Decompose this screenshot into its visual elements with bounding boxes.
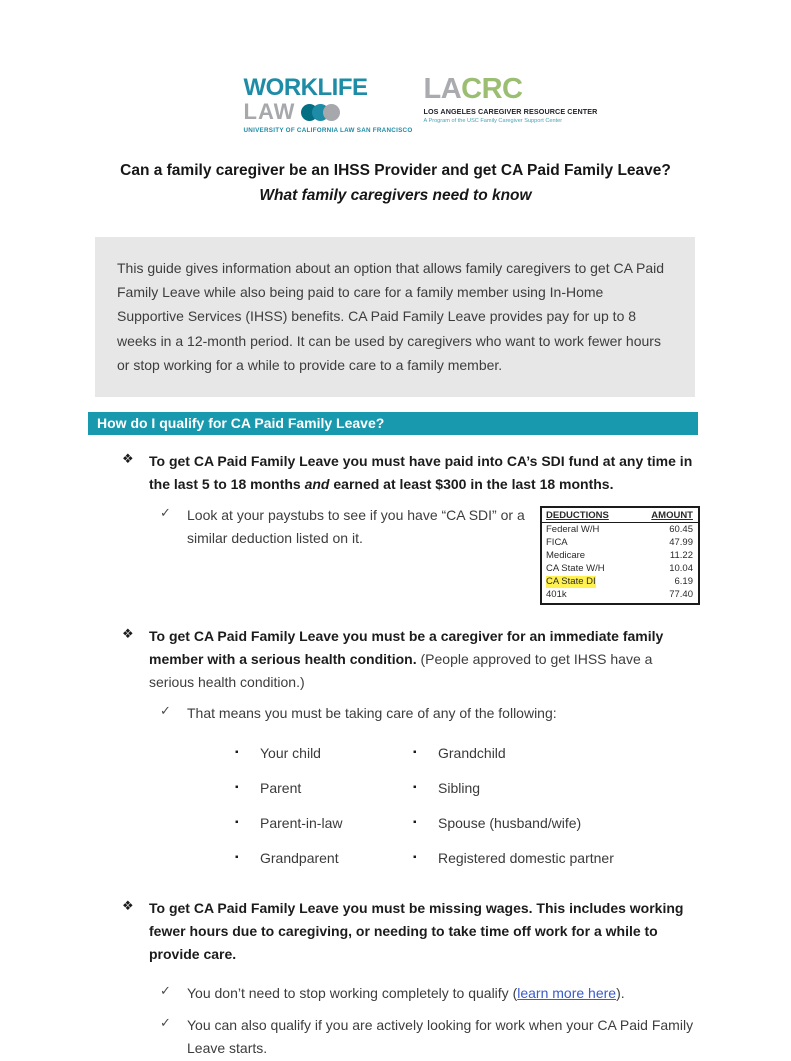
intro-box: This guide gives information about an option that allows family caregivers to get CA Paid Family Leave while also being paid to care for a family member using In-Home Supportive Services (IHSS) benefits. CA Paid Family Leave provides pay for up to 8 weeks in a 12-month period. It can be used by caregivers who want to work fewer hours or stop working for a while to provide care to a family member. — [95, 237, 695, 397]
paystub-header-row — [542, 509, 698, 523]
bullet-missing-wages — [122, 897, 700, 965]
paystub-amount: 47.99 — [669, 536, 693, 548]
lacrc-la-text: LA — [423, 73, 462, 105]
square-bullet-icon: ▪ — [413, 782, 417, 794]
checkmark-icon: ✓ — [160, 505, 171, 521]
family-member-label: Registered domestic partner — [438, 849, 614, 866]
paystub-header-deductions: DEDUCTIONS — [546, 510, 609, 522]
family-col-left — [235, 743, 413, 882]
paystub-amount: 10.04 — [669, 562, 693, 574]
diamond-bullet-icon: ❖ — [122, 451, 134, 467]
worklife-wordmark: WORKLIFE — [243, 74, 368, 101]
list-item — [235, 848, 413, 870]
square-bullet-icon: ▪ — [235, 851, 239, 863]
diamond-bullet-icon: ❖ — [122, 626, 134, 642]
section-header-qualify: How do I qualify for CA Paid Family Leave? — [88, 412, 698, 435]
checkmark-icon: ✓ — [160, 703, 171, 719]
paystub-label: Federal W/H — [546, 523, 600, 535]
paystub-amount: 11.22 — [669, 549, 693, 561]
table-row — [542, 549, 698, 562]
square-bullet-icon: ▪ — [235, 782, 239, 794]
paystub-label-highlighted: CA State DI — [546, 575, 596, 587]
worklife-law-logo — [243, 74, 413, 134]
lacrc-subtitle: LOS ANGELES CAREGIVER RESOURCE CENTER — [423, 106, 598, 116]
bullet-missing-wages-text: To get CA Paid Family Leave you must be missing wages. This includes working fewer hours due to caregiving, or needing to take time off work for a while to provide care. — [149, 900, 684, 962]
paystub-amount: 6.19 — [674, 575, 693, 587]
checkmark-icon: ✓ — [160, 983, 171, 999]
family-member-label: Grandparent — [260, 849, 339, 866]
family-member-label: Parent-in-law — [260, 814, 343, 831]
diamond-bullet-icon: ❖ — [122, 898, 134, 914]
paystub-label: FICA — [546, 536, 568, 548]
circle-gray-icon — [323, 104, 340, 121]
title-block — [0, 160, 791, 208]
list-item — [413, 848, 614, 870]
list-item — [235, 743, 413, 765]
square-bullet-icon: ▪ — [235, 816, 239, 828]
bullet-caregiver-bold: To get CA Paid Family Leave you must be a caregiver for an immediate family member with a serious health condition. — [149, 628, 664, 668]
worklife-law-line — [244, 101, 372, 123]
bullet-sdi-fund-text — [149, 450, 700, 495]
family-member-label: Your child — [260, 745, 321, 762]
section-content — [122, 450, 700, 1061]
worklife-law-text: LAW — [243, 99, 296, 124]
paystub-table — [540, 506, 700, 605]
list-item — [413, 778, 614, 800]
learn-more-link[interactable]: learn more here — [517, 985, 617, 1002]
list-item — [235, 778, 413, 800]
square-bullet-icon: ▪ — [413, 747, 417, 759]
paystub-label: CA State W/H — [546, 562, 605, 574]
paystub-label: Medicare — [546, 549, 586, 561]
check-keep-working — [122, 982, 700, 1005]
family-member-label: Parent — [260, 780, 302, 797]
bullet-sdi-fund — [122, 450, 700, 495]
list-item — [413, 813, 614, 835]
paystub-label: 401k — [546, 588, 567, 600]
family-member-label: Sibling — [438, 780, 481, 797]
check-that-means-text: That means you must be taking care of any of the following: — [187, 705, 557, 722]
table-row — [542, 523, 698, 536]
logo-row — [0, 0, 791, 134]
worklife-circles-icon — [301, 104, 340, 121]
list-item — [413, 743, 614, 765]
page-subtitle: What family caregivers need to know — [259, 187, 532, 205]
bullet-sdi-and: and — [304, 475, 330, 492]
table-row-highlighted — [542, 575, 698, 588]
bullet-sdi-part1: To get CA Paid Family Leave you must have paid into CA’s SDI fund at any time in the last 5 to 18 months — [149, 453, 693, 492]
lacrc-tagline: A Program of the USC Family Caregiver Support Center — [423, 117, 563, 124]
bullet-sdi-part2: earned at least $300 in the last 18 months. — [329, 475, 614, 492]
check-paystubs — [122, 504, 540, 550]
square-bullet-icon: ▪ — [235, 747, 239, 759]
table-row — [542, 536, 698, 549]
bullet-caregiver-text — [149, 625, 700, 693]
check-keep-working-post: ). — [616, 985, 625, 1002]
list-item — [235, 813, 413, 835]
family-member-label: Grandchild — [438, 745, 506, 762]
paystub-amount: 60.45 — [669, 523, 693, 535]
family-member-label: Spouse (husband/wife) — [438, 814, 582, 831]
lacrc-logo — [423, 73, 598, 124]
table-row — [542, 562, 698, 575]
check-paystubs-text: Look at your paystubs to see if you have “CA SDI” or a similar deduction listed on it. — [187, 507, 525, 547]
bullet-caregiver-normal: (People approved to get IHSS have a serious health condition.) — [149, 651, 653, 690]
paystub-check-row — [122, 504, 700, 605]
paystub-amount: 77.40 — [669, 588, 693, 600]
bullet-caregiver — [122, 625, 700, 693]
check-keep-working-text — [187, 982, 700, 1005]
square-bullet-icon: ▪ — [413, 816, 417, 828]
check-that-means — [122, 702, 700, 725]
checkmark-icon: ✓ — [160, 1015, 171, 1031]
square-bullet-icon: ▪ — [413, 851, 417, 863]
family-members-list — [122, 743, 700, 882]
worklife-tagline: UNIVERSITY OF CALIFORNIA LAW SAN FRANCISCO — [243, 127, 413, 134]
family-col-right — [413, 743, 614, 882]
page-title: Can a family caregiver be an IHSS Provider and get CA Paid Family Leave? — [120, 162, 671, 179]
check-keep-working-pre: You don’t need to stop working completely to qualify ( — [187, 985, 518, 1002]
lacrc-wordmark — [423, 73, 548, 105]
paystub-header-amount: AMOUNT — [651, 510, 693, 522]
check-looking-for-work-text: You can also qualify if you are actively looking for work when your CA Paid Family Leave starts. — [187, 1017, 694, 1057]
table-row — [542, 588, 698, 601]
check-looking-for-work — [122, 1014, 700, 1060]
lacrc-crc-text: CRC — [461, 73, 523, 105]
